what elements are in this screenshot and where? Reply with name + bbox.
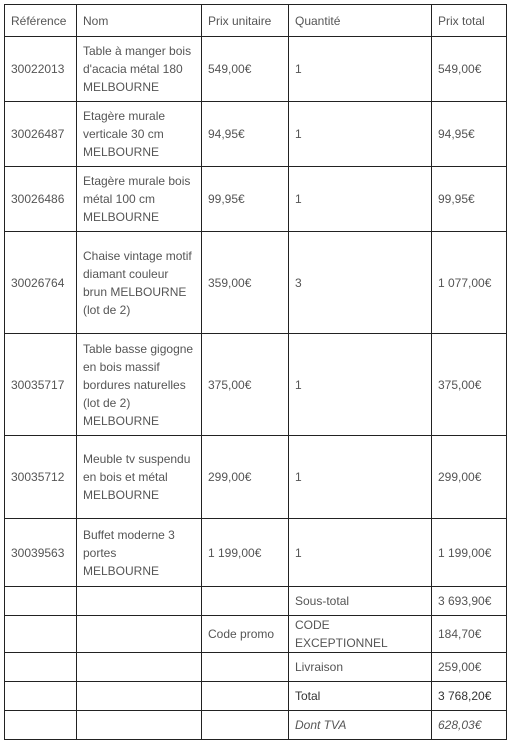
item-quantity: 1 — [289, 167, 432, 232]
subtotal-value: 3 693,90€ — [432, 587, 507, 616]
item-total: 375,00€ — [432, 334, 507, 436]
item-unit-price: 549,00€ — [202, 37, 289, 102]
item-unit-price: 99,95€ — [202, 167, 289, 232]
item-reference: 30039563 — [5, 519, 77, 587]
header-reference: Référence — [5, 5, 77, 37]
table-row — [5, 334, 507, 436]
item-reference: 30026487 — [5, 102, 77, 167]
total-value: 3 768,20€ — [432, 682, 507, 711]
header-quantity: Quantité — [289, 5, 432, 37]
item-name: Chaise vintage motif diamant couleur brun MELBOURNE (lot de 2) — [77, 232, 202, 334]
item-total: 299,00€ — [432, 436, 507, 519]
item-quantity: 1 — [289, 436, 432, 519]
order-table — [4, 4, 507, 740]
item-unit-price: 375,00€ — [202, 334, 289, 436]
shipping-label: Livraison — [289, 653, 432, 682]
shipping-row — [5, 653, 507, 682]
promo-code: CODE EXCEPTIONNEL — [289, 616, 432, 653]
item-quantity: 1 — [289, 37, 432, 102]
item-total: 99,95€ — [432, 167, 507, 232]
item-reference: 30035717 — [5, 334, 77, 436]
shipping-value: 259,00€ — [432, 653, 507, 682]
item-total: 549,00€ — [432, 37, 507, 102]
item-name: Etagère murale bois métal 100 cm MELBOURNE — [77, 167, 202, 232]
promo-label: Code promo — [202, 616, 289, 653]
header-name: Nom — [77, 5, 202, 37]
table-row — [5, 232, 507, 334]
item-reference: 30026764 — [5, 232, 77, 334]
item-unit-price: 299,00€ — [202, 436, 289, 519]
total-label: Total — [289, 682, 432, 711]
subtotal-label: Sous-total — [289, 587, 432, 616]
item-quantity: 3 — [289, 232, 432, 334]
subtotal-row — [5, 587, 507, 616]
item-reference: 30035712 — [5, 436, 77, 519]
item-total: 94,95€ — [432, 102, 507, 167]
table-header-row — [5, 5, 507, 37]
table-row — [5, 167, 507, 232]
table-row — [5, 519, 507, 587]
promo-row — [5, 616, 507, 653]
item-quantity: 1 — [289, 519, 432, 587]
table-row — [5, 102, 507, 167]
tva-label: Dont TVA — [289, 711, 432, 740]
item-unit-price: 1 199,00€ — [202, 519, 289, 587]
header-unit-price: Prix unitaire — [202, 5, 289, 37]
item-total: 1 199,00€ — [432, 519, 507, 587]
item-quantity: 1 — [289, 102, 432, 167]
item-quantity: 1 — [289, 334, 432, 436]
tva-value: 628,03€ — [432, 711, 507, 740]
total-row — [5, 682, 507, 711]
item-reference: 30026486 — [5, 167, 77, 232]
item-name: Meuble tv suspendu en bois et métal MELBOURNE — [77, 436, 202, 519]
item-unit-price: 94,95€ — [202, 102, 289, 167]
item-name: Table à manger bois d'acacia métal 180 MELBOURNE — [77, 37, 202, 102]
item-name: Table basse gigogne en bois massif bordures naturelles (lot de 2) MELBOURNE — [77, 334, 202, 436]
item-unit-price: 359,00€ — [202, 232, 289, 334]
promo-value: 184,70€ — [432, 616, 507, 653]
item-reference: 30022013 — [5, 37, 77, 102]
tva-row — [5, 711, 507, 740]
table-row — [5, 37, 507, 102]
item-name: Buffet moderne 3 portes MELBOURNE — [77, 519, 202, 587]
header-total-price: Prix total — [432, 5, 507, 37]
table-row — [5, 436, 507, 519]
item-name: Etagère murale verticale 30 cm MELBOURNE — [77, 102, 202, 167]
item-total: 1 077,00€ — [432, 232, 507, 334]
